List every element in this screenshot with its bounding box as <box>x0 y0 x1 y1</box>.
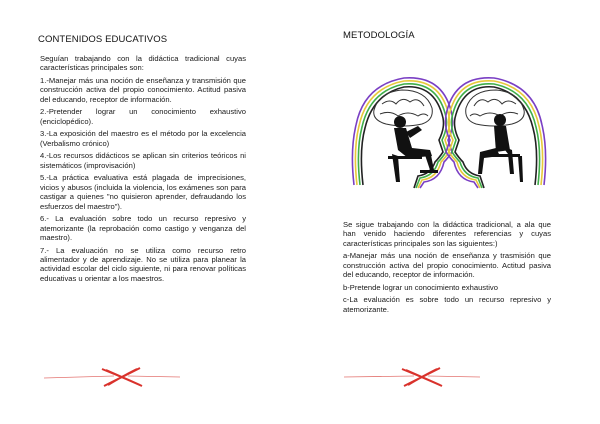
page-title: CONTENIDOS EDUCATIVOS <box>38 34 168 45</box>
paragraph: 7.- La evaluación no se utiliza como recurso retro alimentador y de aprendizaje. No se utiliza para planear la actividad escolar del ciclo siguiente, ni para renovar políticas educativas u orientar a los maestros. <box>40 245 246 283</box>
body-text <box>40 54 246 286</box>
paragraph: 5.-La práctica evaluativa está plagada de imprecisiones, vicios y abusos (incluida la violencia, los exámenes son para castigar a quienes "no quisieron aprender, defraudando los esfuerzos del maestro"). <box>40 173 246 211</box>
page-title: METODOLOGÍA <box>343 30 415 41</box>
paragraph: 1.-Manejar más una noción de enseñanza y transmisión que construcción activa del propio conocimiento. Actitud pasiva del educando, receptor de información. <box>40 76 246 104</box>
paragraph: c-La evaluación es sobre todo un recurso represivo y atemorizante. <box>343 295 551 314</box>
right-page <box>300 0 600 424</box>
paragraph: 3.-La exposición del maestro es el método por la excelencia (Verbalismo crónico) <box>40 129 246 148</box>
paragraph: Se sigue trabajando con la didáctica tradicional, a ala que han venido haciendo diferentes referencias y cuyas características principales son las siguientes:) <box>343 220 551 248</box>
paragraph: 2.-Pretender lograr un conocimiento exhaustivo (enciclopédico). <box>40 107 246 126</box>
paragraph: a-Manejar más una noción de enseñanza y trasmisión que construcción activa del propio conocimiento. Actitud pasiva del educando, receptor de información. <box>343 251 551 280</box>
two-heads-illustration <box>334 70 564 190</box>
paragraph: 4.-Los recursos didácticos se aplican sin criterios teóricos ni sistemáticos (improvisación) <box>40 151 246 170</box>
red-cross-ornament <box>42 365 182 389</box>
red-cross-ornament <box>342 365 482 389</box>
paragraph: b-Pretende lograr un conocimiento exhaustivo <box>343 282 498 292</box>
paragraph: Seguían trabajando con la didáctica tradicional cuyas características principales son: <box>40 54 246 73</box>
paragraph: 6.- La evaluación sobre todo un recurso represivo y atemorizante (la reprobación como castigo y venganza del maestro). <box>40 214 246 243</box>
body-text <box>343 220 551 317</box>
